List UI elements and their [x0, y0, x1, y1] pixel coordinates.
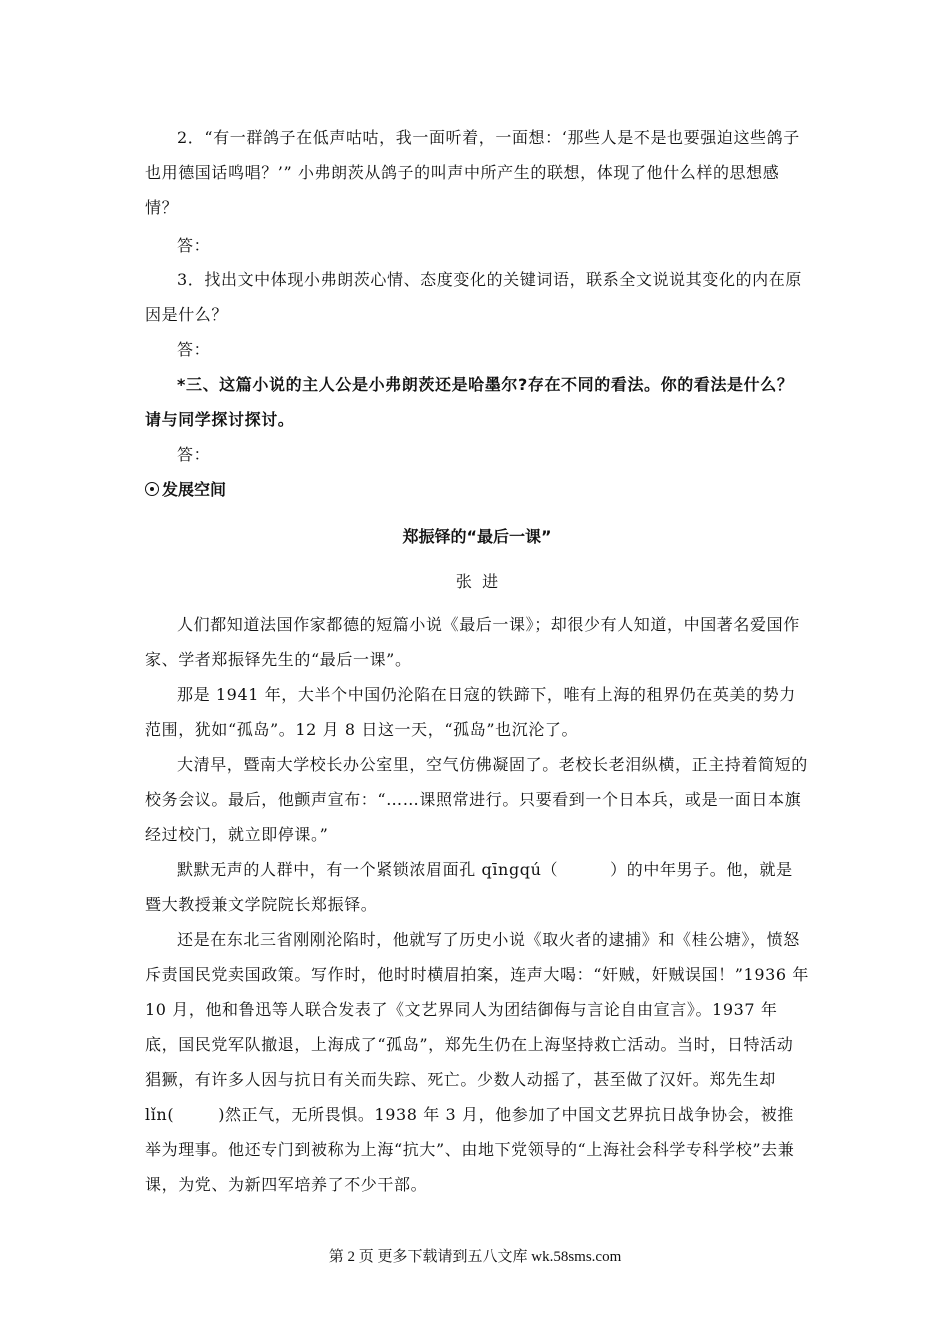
article-title: 郑振铎的“最后一课” [402, 527, 552, 546]
question-3: 3．找出文中体现小弗朗茨心情、态度变化的关键词语，联系全文说说其变化的内在原因是什么？ [145, 270, 802, 324]
question-3-answer-label: 答： [177, 340, 211, 359]
question-extra: *三、这篇小说的主人公是小弗朗茨还是哈墨尔?存在不同的看法。你的看法是什么？请与同学探讨探讨。 [145, 375, 794, 429]
section-title: 发展空间 [162, 480, 227, 499]
section-heading [145, 477, 226, 500]
article-paragraph-5 [145, 922, 809, 1202]
page-footer: 第 2 页 更多下载请到五八文库 wk.58sms.com [328, 1249, 622, 1265]
question-2: 2．“有一群鸽子在低声咕咕，我一面听着，一面想：‘那些人是不是也要强迫这些鸽子也用德国话鸣唱？’” 小弗朗茨从鸽子的叫声中所产生的联想，体现了他什么样的思想感情？ [145, 128, 800, 217]
question-extra-answer-label: 答： [177, 445, 211, 464]
paragraph-4-before-blank: 默默无声的人群中，有一个紧锁浓眉面孔 qīngqú（ [177, 860, 559, 879]
article-paragraph-3: 大清早，暨南大学校长办公室里，空气仿佛凝固了。老校长老泪纵横，正主持着简短的校务会议。最后，他颤声宣布：“……课照常进行。只要看到一个日本兵，或是一面日本旗经过校门，就立即停课。” [145, 755, 808, 844]
paragraph-5-before-blank: 还是在东北三省刚刚沦陷时，他就写了历史小说《取火者的逮捕》和《桂公塘》，愤怒斥责国民党卖国政策。写作时，他时时横眉拍案，连声大喝：“奸贼，奸贼误国！”1936 年 10 月，他和鲁迅等人联合发表了《文艺界同人为团结御侮与言论自由宣言》。1937 年底，国民党军队撤退，上海成了“孤岛”，郑先生仍在上海坚持救亡活动。当时，日特活动猖獗，有许多人因与抗日有关而失踪、死亡。少数人动摇了，甚至做了汉奸。郑先生却 lǐn( [145, 930, 809, 1124]
article-paragraph-2: 那是 1941 年，大半个中国仍沦陷在日寇的铁蹄下，唯有上海的租界仍在英美的势力范围，犹如“孤岛”。12 月 8 日这一天，“孤岛”也沉沦了。 [145, 685, 796, 739]
circle-dot-icon [145, 482, 159, 496]
paragraph-5-after-blank: )然正气，无所畏惧。1938 年 3 月，他参加了中国文艺界抗日战争协会，被推举为理事。他还专门到被称为上海“抗大”、由地下党领导的“上海社会科学专科学校”去兼课，为党、为新四军培养了不少干部。 [145, 1105, 795, 1194]
article-author: 张 进 [455, 572, 499, 591]
article-paragraph-4 [145, 852, 809, 922]
paragraph-4-after-blank: ）的中年男子。他，就是暨大教授兼文学院院长郑振铎。 [145, 860, 793, 914]
article-paragraph-1: 人们都知道法国作家都德的短篇小说《最后一课》；却很少有人知道，中国著名爱国作家、学者郑振铎先生的“最后一课”。 [145, 615, 800, 669]
question-2-answer-label: 答： [177, 236, 211, 255]
